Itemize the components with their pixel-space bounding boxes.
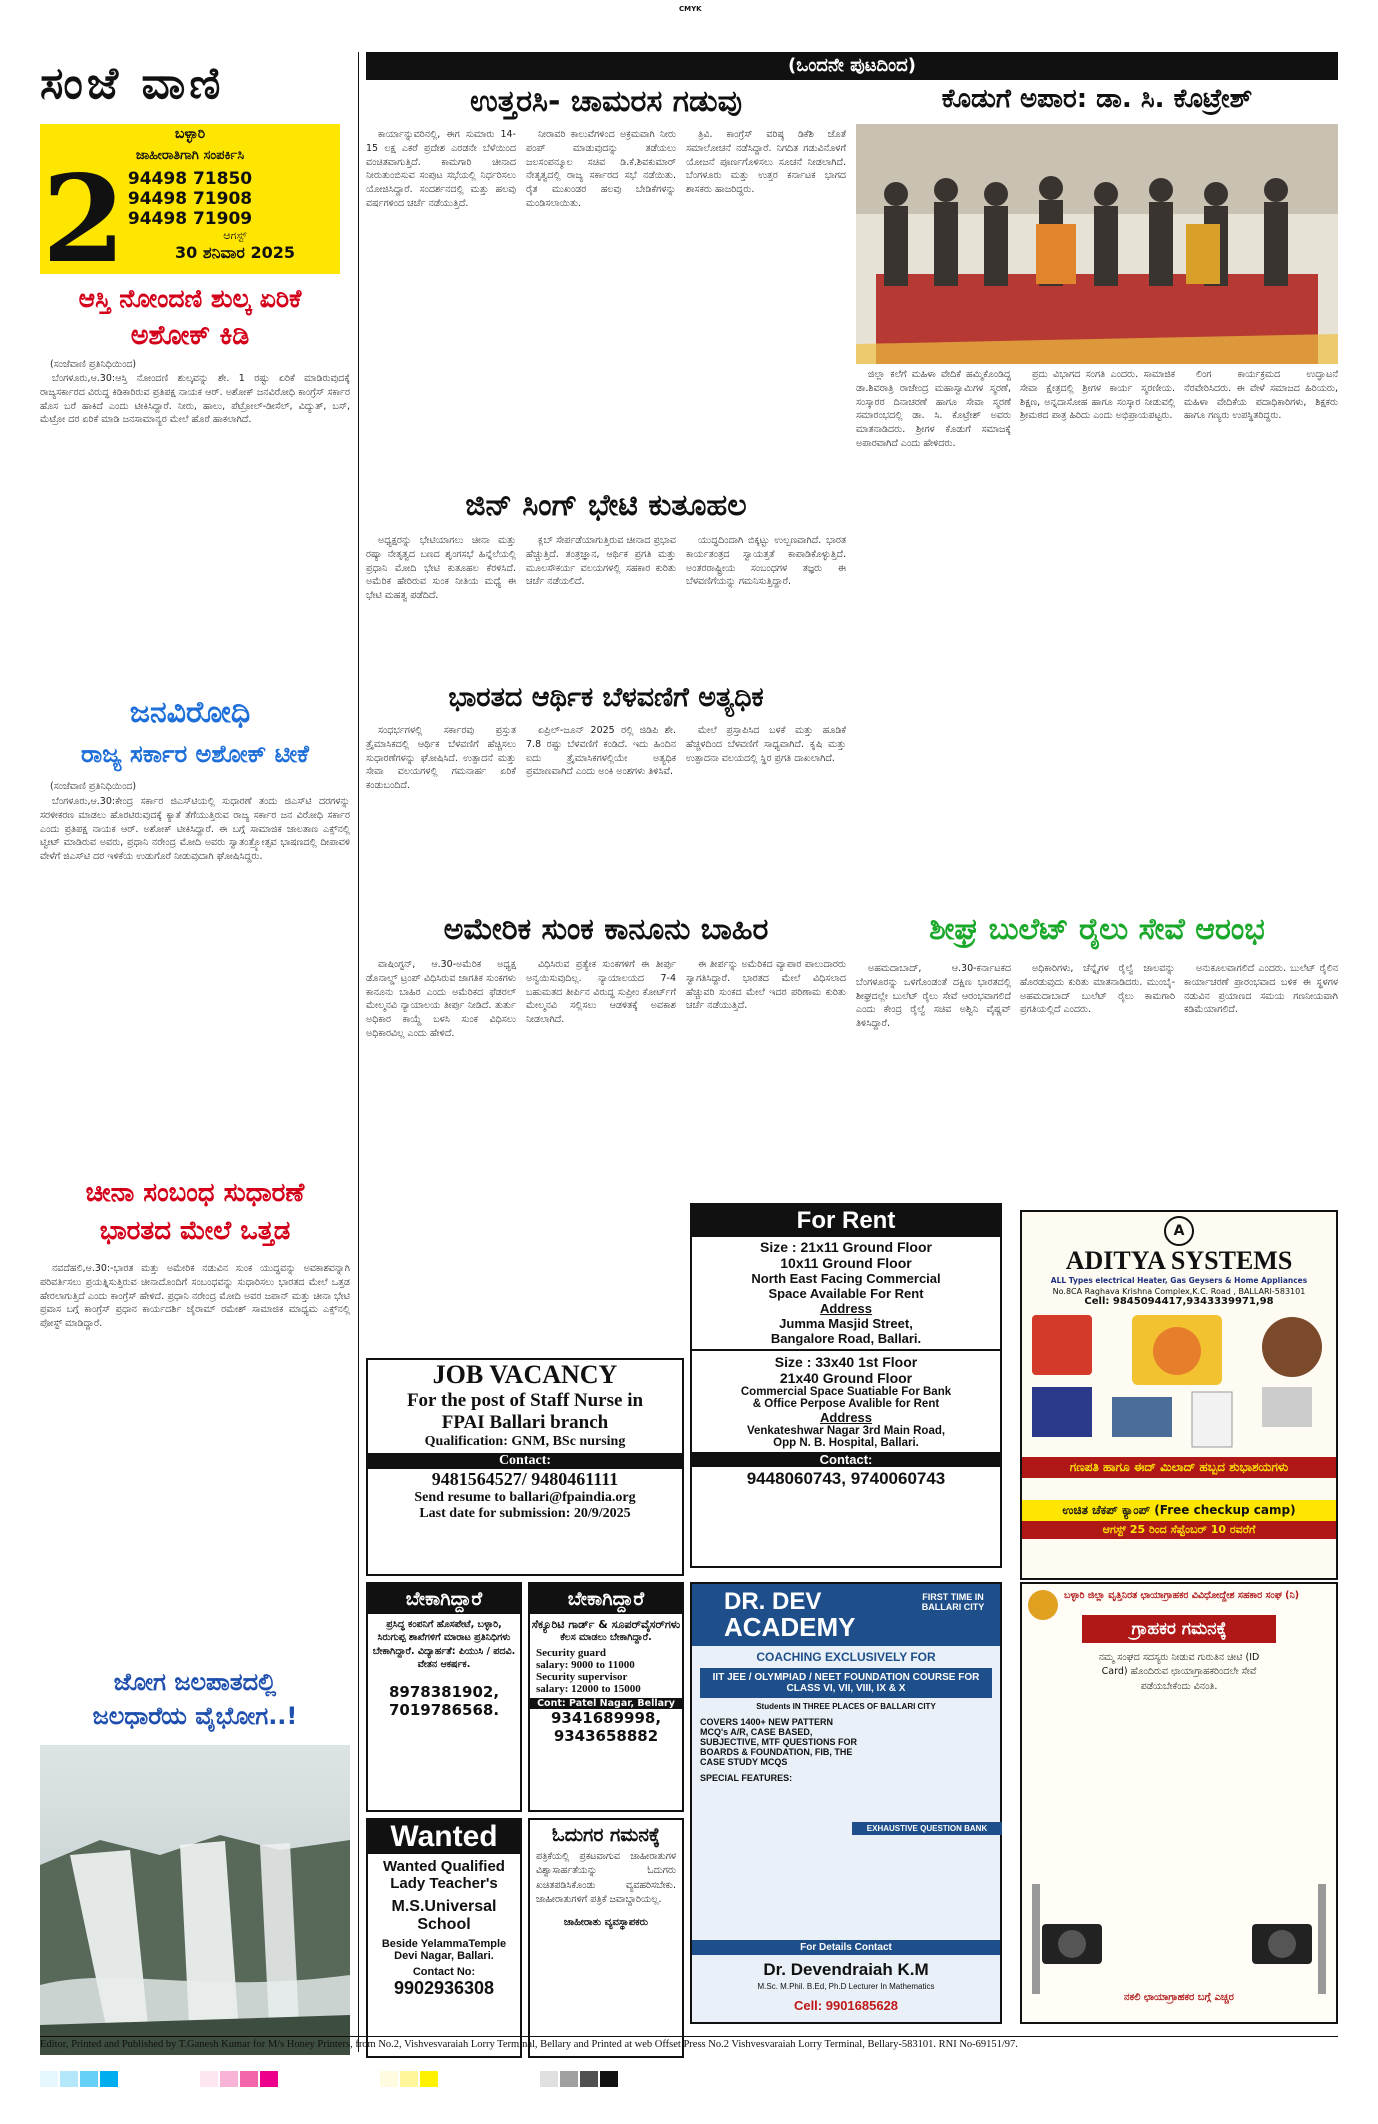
for-rent-line3: North East Facing Commercial: [751, 1271, 941, 1286]
ad-aditya-systems: [1020, 1210, 1338, 1580]
headline-bullet-train: ಶೀಘ್ರ ಬುಲೆಟ್ ರೈಲು ಸೇವೆ ಆರಂಭ: [929, 912, 1265, 947]
job-qualification: Qualification: GNM, BSc nursing: [424, 1434, 626, 1449]
ad-for-rent: [690, 1203, 1002, 1568]
dateline-1: (ಸಂಜೆವಾಣಿ ಪ್ರತಿನಿಧಿಯಿಂದ): [50, 359, 137, 370]
article-china-text: ನವದೆಹಲಿ,ಆ.30:-ಭಾರತ ಮತ್ತು ಅಮೇರಿಕ ನಡುವಿನ ಸುಂಕ ಯುದ್ಧವನ್ನು ಅವಕಾಶವನ್ನಾಗಿ ಪರಿವರ್ತಿಸಲು ಪ್ರಯತ್ನಿಸುತ್ತಿರುವ ಚೀನಾದೊಂದಿಗೆ ಸಂಬಂಧವನ್ನು ಸುಧಾರಿಸಲು ಭಾರತದ ಮೇಲೆ ಒತ್ತಡ ಹೇರಲಾಗುತ್ತಿದೆ ಎಂದು ಕಾಂಗ್ರೆಸ್ ಹೇಳಿದೆ. ಪ್ರಧಾನಿ ನರೇಂದ್ರ ಮೋದಿ ಅವರ ಜಪಾನ್ ಮತ್ತು ಚೀನಾ ಭೇಟಿ ಪ್ರವಾಸ ಬಗ್ಗೆ ಕಾಂಗ್ರೆಸ್ ಪ್ರಧಾನ ಕಾರ್ಯದರ್ಶಿ ಜೈರಾಮ್ ರಮೇಶ್ ಸಾಮಾಜಿಕ ಮಾಧ್ಯಮ ಎಕ್ಸ್‌ನಲ್ಲಿ ಪೋಸ್ಟ್ ಮಾಡಿದ್ದಾರೆ.: [40, 1263, 350, 1330]
aditya-greeting: ಗಣಪತಿ ಹಾಗೂ ಈದ್ ಮಿಲಾದ್ ಹಬ್ಬದ ಶುಭಾಶಯಗಳು: [1022, 1457, 1336, 1478]
camera-illustration: [1022, 1884, 1336, 2004]
kottresh-col2-text: ಪ್ರದು ವಿಭಾಗದ ಸಂಗತಿ ಎಂದರು. ಸಾಮಾಜಿಕ ಸೇವಾ ಕ್ಷೇತ್ರದಲ್ಲಿ ಶ್ರೀಗಳ ಕಾರ್ಯ ಸ್ಮರಣೀಯ. ಶಿಕ್ಷಣ, ಅನ್ನದಾಸೋಹ ಹಾಗೂ ಸಂಸ್ಕಾರ ನೀಡುವಲ್ಲಿ ಶ್ರೀಮಠದ ಪಾತ್ರ ಹಿರಿದು ಎಂದು ಅಭಿಪ್ರಾಯಪಟ್ಟರು.: [1020, 369, 1175, 422]
teacher-school1: M.S.Universal: [391, 1898, 497, 1915]
for-rent-line7: Commercial Space Suatiable For Bank: [740, 1386, 952, 1398]
notice-readers: [528, 1818, 684, 2058]
wanted-sales-title: ಬೇಕಾಗಿದ್ದಾರೆ: [368, 1584, 520, 1614]
uttarasi-col2: [526, 128, 676, 468]
uttarasi-col3: [686, 128, 846, 468]
color-bar-magenta-3: [240, 2071, 258, 2087]
headline-property-fee: ಆಸ್ತಿ ನೋಂದಣಿ ಶುಲ್ಕ ಏರಿಕೆ: [78, 284, 302, 313]
economy-col1: [366, 724, 516, 904]
jin-col1: [366, 534, 516, 674]
headline-ashok-fire: ಅಶೋಕ್ ಕಿಡಿ: [130, 320, 250, 351]
jin-col2-text: ಕ್ಲಬ್ ಸೇರ್ಪಡೆಯಾಗುತ್ತಿರುವ ಚೀನಾದ ಪ್ರಭಾವ ಹೆಚ್ಚುತ್ತಿದೆ. ತಂತ್ರಜ್ಞಾನ, ಆರ್ಥಿಕ ಪ್ರಗತಿ ಮತ್ತು ಮೂಲಸೌಕರ್ಯ ವಲಯಗಳಲ್ಲಿ ಸಹಕಾರ ಕುರಿತು ಚರ್ಚೆ ನಡೆಯಲಿದೆ.: [526, 535, 676, 588]
job-contact-label: Contact:: [368, 1453, 682, 1469]
for-rent-address1: Jumma Masjid Street,: [779, 1316, 913, 1331]
headline-janavirodhi: ಜನವಿರೋಧಿ: [129, 695, 251, 730]
wanted-sales-body: ಪ್ರಸಿದ್ಧ ಕಂಪನಿಗೆ ಹೊಸಪೇಟೆ, ಬಳ್ಳಾರಿ, ಸಿರುಗುಪ್ಪ ಶಾಖೆಗಳಿಗೆ ಮಾರಾಟ ಪ್ರತಿನಿಧಿಗಳು ಬೇಕಾಗಿದ್ದಾರೆ. ವಿದ್ಯಾರ್ಹತೆ: ಪಿಯುಸಿ / ಪದವಿ. ವೇತನ ಆಕರ್ಷಕ.: [372, 1619, 516, 1670]
aditya-camp: ಉಚಿತ ಚೆಕಪ್ ಕ್ಯಾಂಪ್ (Free checkup camp): [1022, 1500, 1336, 1521]
coop-footer: ನಕಲಿ ಛಾಯಾಗ್ರಾಹಕರ ಬಗ್ಗೆ ಎಚ್ಚರ: [1124, 1992, 1234, 2003]
color-bar-black-2: [560, 2071, 578, 2087]
kottresh-col3-text: ಲಿಂಗ ಕಾರ್ಯಕ್ರಮದ ಉದ್ಘಾಟನೆ ನೆರವೇರಿಸಿದರು. ಈ ವೇಳೆ ಸಮಾಜದ ಹಿರಿಯರು, ಮಹಿಳಾ ವೇದಿಕೆಯ ಪದಾಧಿಕಾರಿಗಳು, ಶಿಕ್ಷಕರು ಹಾಗೂ ಗಣ್ಯರು ಉಪಸ್ಥಿತರಿದ್ದರು.: [1184, 369, 1338, 422]
security-supervisor-label: Security supervisor: [536, 1671, 628, 1683]
aditya-brand: ADITYA SYSTEMS: [1065, 1246, 1293, 1275]
for-rent-line6: 21x40 Ground Floor: [779, 1370, 913, 1386]
jog-falls-illustration: [40, 1745, 350, 2055]
date-month: ಆಗಸ್ಟ್: [223, 229, 247, 242]
ad-dr-dev-academy: [690, 1582, 1002, 2024]
imprint-text: Editor, Printed and Published by T.Ganesh Kumar for M/s Honey Printers, from No.2, Vishvesvaraiah Lorry Terminal, Bellary and Printed at web Offset Press No.2 Vishvesvaraiah Lorry Terminal, Bellary-583101. RNI No-69151/97.: [40, 2039, 1018, 2050]
wanted-security-title: ಬೇಕಾಗಿದ್ದಾರೆ: [530, 1584, 682, 1614]
headline-jog-line1: ಜೋಗ ಜಲಪಾತದಲ್ಲಿ: [113, 1668, 277, 1696]
security-guard-label: Security guard: [536, 1647, 606, 1659]
notice-readers-title: ಓದುಗರ ಗಮನಕ್ಕೆ: [551, 1824, 661, 1846]
kottresh-col1: [856, 368, 1011, 916]
teacher-address1: Beside YelammaTemple: [381, 1938, 507, 1950]
coop-logo: [1028, 1590, 1058, 1620]
wanted-sales-phone1: 8978381902,: [388, 1683, 500, 1702]
phone-2: 94498 71908: [127, 189, 253, 209]
for-rent-contact-label: Contact:: [692, 1452, 1000, 1467]
color-bar-cyan-4: [100, 2071, 118, 2087]
uttarasi-col1: [366, 128, 516, 468]
job-phones: 9481564527/ 9480461111: [431, 1469, 619, 1489]
date-line: 30 ಶನಿವಾರ 2025: [175, 243, 295, 262]
wanted-security-phone2: 9343658882: [553, 1727, 659, 1745]
for-rent-address4: Opp N. B. Hospital, Ballari.: [773, 1437, 919, 1449]
coop-body: ನಮ್ಮ ಸಂಘದ ಸದಸ್ಯರು ನೀಡುವ ಗುರುತಿನ ಚೀಟಿ (ID Card) ಹೊಂದಿರುವ ಛಾಯಾಗ್ರಾಹಕರಿಂದಲೇ ಸೇವೆ ಪಡೆಯಬೇಕೆಂದು ವಿನಂತಿ.: [1098, 1652, 1260, 1692]
tariff-col1: [366, 958, 516, 1198]
for-rent-address-label2: Address: [819, 1410, 873, 1425]
kottresh-event-photo: [856, 124, 1338, 364]
ad-wanted-security: [528, 1582, 684, 1812]
headline-jin-singh: ಜಿನ್ ಸಿಂಗ್ ಭೇಟಿ ಕುತೂಹಲ: [465, 488, 747, 523]
academy-students: Students IN THREE PLACES OF BALLARI CITY: [756, 1702, 936, 1711]
jin-col1-text: ಅಧ್ಯಕ್ಷರನ್ನು ಭೇಟಿಯಾಗಲು ಚೀನಾ ಮತ್ತು ರಷ್ಯಾ ನೇತೃತ್ವದ ಬಣದ ಶೃಂಗಸಭೆ ಹಿನ್ನೆಲೆಯಲ್ಲಿ ಪ್ರಧಾನಿ ಮೋದಿ ಭೇಟಿ ಕುತೂಹಲ ಕೆರಳಿಸಿದೆ. ಅಮೆರಿಕ ಹೇರಿರುವ ಸುಂಕ ನೀತಿಯ ಮಧ್ಯೆ ಈ ಭೇಟಿ ಮಹತ್ವ ಪಡೆದಿದೆ.: [366, 535, 516, 602]
column-divider-left: [358, 52, 359, 2052]
ad-wanted-sales: [366, 1582, 522, 1812]
uttarasi-col1-text: ಕಾರ್ಯಾನ್ನುವರಿನಲ್ಲಿ, ಈಗ ಸುಮಾರು 14-15 ಲಕ್ಷ ಎಕರೆ ಪ್ರದೇಶ ಎರಡನೇ ಬೆಳೆಯಿಂದ ವಂಚಿತವಾಗುತ್ತಿದೆ. ಕಾಮಗಾರಿ ಚೀನಾದ ನೀರುತುಂಬಿಸುವ ಸಂಪುಟ ಸಭೆಯಲ್ಲಿ ನಿರ್ಧರಿಸಲು ಯೋಜಿಸಿದ್ದಾರೆ. ಸಂದರ್ಶನದಲ್ಲಿ ಮತ್ತು ಹಲವು ವರ್ಷಗಳಿಂದ ಚರ್ಚೆ ನಡೆಯುತ್ತಿದೆ.: [366, 129, 516, 209]
economy-col3-text: ಮೇಲೆ ಪ್ರಸ್ತಾಪಿಸಿದ ಬಳಕೆ ಮತ್ತು ಹೂಡಿಕೆ ಹೆಚ್ಚಳದಿಂದ ಬೆಳವಣಿಗೆ ಸಾಧ್ಯವಾಗಿದೆ. ಕೃಷಿ ಮತ್ತು ಉತ್ಪಾದನಾ ವಲಯದಲ್ಲಿ ಸ್ಥಿರ ಪ್ರಗತಿ ದಾಖಲಾಗಿದೆ.: [686, 725, 846, 764]
teacher-line2: Lady Teacher's: [390, 1875, 498, 1892]
bullet-col1: [856, 962, 1011, 1202]
article-china: [40, 1262, 350, 1662]
academy-courses: IIT JEE / OLYMPIAD / NEET FOUNDATION COURSE FOR CLASS VI, VII, VIII, IX & X: [700, 1668, 992, 1698]
job-title: JOB VACANCY: [432, 1360, 618, 1389]
for-rent-address2: Bangalore Road, Ballari.: [692, 1331, 1000, 1351]
headline-china-line2: ಭಾರತದ ಮೇಲೆ ಒತ್ತಡ: [99, 1216, 291, 1246]
for-rent-title: For Rent: [692, 1205, 1000, 1237]
color-bar-black-3: [580, 2071, 598, 2087]
continued-banner-label: (ಒಂದನೇ ಪುಟದಿಂದ): [788, 55, 916, 76]
for-rent-line8: & Office Perpose Avalible for Rent: [752, 1398, 940, 1410]
article-janavirodhi-text: ಬೆಂಗಳೂರು,ಆ.30:ಕೇಂದ್ರ ಸರ್ಕಾರ ಜಿಎಸ್‌ಟಿಯಲ್ಲಿ ಸುಧಾರಣೆ ತಂದು ಜಿಎಸ್‌ಟಿ ದರಗಳನ್ನು ಸರಳೀಕರಣ ಮಾಡಲು ಹೊರಟಿರುವುದಕ್ಕೆ ಕ್ಯಾತೆ ತೆಗೆಯುತ್ತಿರುವ ರಾಜ್ಯ ಸರ್ಕಾರ ಜನ ವಿರೋಧಿ ಸರ್ಕಾರ ಎಂದು ಪ್ರತಿಪಕ್ಷ ನಾಯಕ ಆರ್. ಅಶೋಕ್ ಟೀಕಿಸಿದ್ದಾರೆ. ಈ ಬಗ್ಗೆ ಸಾಮಾಜಿಕ ಜಾಲತಾಣ ಎಕ್ಸ್‌ನಲ್ಲಿ ಟ್ವೀಟ್ ಮಾಡಿರುವ ಅವರು, ಪ್ರಧಾನಿ ನರೇಂದ್ರ ಮೋದಿ ಅವರು ಸ್ವಾತಂತ್ರ್ಯೋತ್ಸವ ಭಾಷಣದಲ್ಲಿ ದೀಪಾವಳಿ ವೇಳೆಗೆ ಜಿಎಸ್‌ಟಿ ದರ ಇಳಿಕೆಯ ಉಡುಗೊರೆ ನೀಡುವುದಾಗಿ ಘೋಷಿಸಿದ್ದರು.: [40, 796, 350, 863]
teacher-line1: Wanted Qualified: [383, 1858, 505, 1875]
color-bar-cyan-1: [40, 2071, 58, 2087]
aditya-cell: Cell: 9845094417,9343339971,98: [1084, 1296, 1274, 1307]
for-rent-phones: 9448060743, 9740060743: [746, 1469, 946, 1488]
wanted-security-phone1: 9341689998,: [550, 1709, 662, 1727]
color-bar-yellow-3: [420, 2071, 438, 2087]
color-bar-cyan-2: [60, 2071, 78, 2087]
aditya-tagline: ALL Types electrical Heater, Gas Geysers & Home Appliances: [1050, 1276, 1308, 1285]
job-deadline: Last date for submission: 20/9/2025: [419, 1506, 631, 1521]
color-bar-magenta-1: [200, 2071, 218, 2087]
aditya-logo: A: [1164, 1216, 1194, 1246]
headline-economy: ಭಾರತದ ಆರ್ಥಿಕ ಬೆಳವಣಿಗೆ ಅತ್ಯಧಿಕ: [448, 682, 764, 713]
kottresh-col3: [1184, 368, 1338, 916]
phone-1: 94498 71850: [127, 169, 253, 189]
headline-jog-line2: ಜಲಧಾರೆಯ ವೈಭೋಗ..!: [92, 1702, 298, 1730]
job-line1: For the post of Staff Nurse in: [406, 1390, 644, 1411]
color-bar-yellow-1: [380, 2071, 398, 2087]
cmyk-mark: [679, 4, 702, 24]
for-rent-line2: 10x11 Ground Floor: [780, 1255, 912, 1271]
economy-col2-text: ಏಪ್ರಿಲ್-ಜೂನ್ 2025 ರಲ್ಲಿ ಜಿಡಿಪಿ ಶೇ. 7.8 ರಷ್ಟು ಬೆಳವಣಿಗೆ ಕಂಡಿದೆ. ಇದು ಹಿಂದಿನ ಐದು ತ್ರೈಮಾಸಿಕಗಳಲ್ಲಿಯೇ ಅತ್ಯಧಿಕ ಪ್ರಮಾಣವಾಗಿದೆ ಎಂದು ಅಂಕಿ ಅಂಶಗಳು ತಿಳಿಸಿವೆ.: [526, 725, 676, 778]
bullet-col3: [1184, 962, 1338, 1202]
teacher-title: Wanted: [368, 1820, 520, 1854]
academy-header: [692, 1584, 1000, 1646]
for-rent-line1: Size : 21x11 Ground Floor: [760, 1239, 932, 1255]
security-guard-salary: salary: 9000 to 11000: [536, 1659, 635, 1671]
coop-notice: ಗ್ರಾಹಕರ ಗಮನಕ್ಕೆ: [1082, 1615, 1276, 1643]
academy-covers: COVERS 1400+ NEW PATTERN MCQ's A/R, CASE BASED, SUBJECTIVE, MTF QUESTIONS FOR BOARDS & FOUNDATION, FIB, THE CASE STUDY MCQS: [700, 1717, 858, 1767]
academy-special: SPECIAL FEATURES:: [700, 1773, 793, 1783]
aditya-camp-date: ಆಗಸ್ಟ್ 25 ರಿಂದ ಸೆಪ್ಟೆಂಬರ್ 10 ರವರೆಗೆ: [1022, 1521, 1336, 1539]
kottresh-col2: [1020, 368, 1175, 916]
academy-doctor: Dr. Devendraiah K.M: [763, 1960, 929, 1979]
logo-text: ಸಂಜೆ ವಾಣಿ: [40, 58, 225, 109]
article-property-fee-text: ಬೆಂಗಳೂರು,ಆ.30:ಆಸ್ತಿ ನೋಂದಣಿ ಶುಲ್ಕವನ್ನು ಶೇ. 1 ರಷ್ಟು ಏರಿಕೆ ಮಾಡಿರುವುದಕ್ಕೆ ರಾಜ್ಯಸರ್ಕಾರದ ವಿರುದ್ಧ ಕಿಡಿಕಾರಿರುವ ಪ್ರತಿಪಕ್ಷ ನಾಯಕ ಆರ್. ಅಶೋಕ್ ಜನವಿರೋಧಿ ಕಾಂಗ್ರೆಸ್ ಸರ್ಕಾರ ಹೊಸ ಬರೆ ಹಾಕಿದೆ ಎಂದು ಟೀಕಿಸಿದ್ದಾರೆ. ನೀರು, ಹಾಲು, ಪೆಟ್ರೋಲ್-ಡೀಸೆಲ್, ವಿದ್ಯುತ್, ಬಸ್, ಮೆಟ್ರೋ ದರ ಏರಿಕೆ ಮಾಡಿ ಜನಸಾಮಾನ್ಯರ ಮೇಲೆ ಹೊರೆ ಹಾಕಲಾಗಿದೆ.: [40, 373, 350, 426]
tariff-col3-text: ಈ ತೀರ್ಪನ್ನು ಅಮೆರಿಕದ ವ್ಯಾಪಾರ ಪಾಲುದಾರರು ಸ್ವಾಗತಿಸಿದ್ದಾರೆ. ಭಾರತದ ಮೇಲೆ ವಿಧಿಸಲಾದ ಹೆಚ್ಚುವರಿ ಸುಂಕದ ಮೇಲೆ ಇದರ ಪರಿಣಾಮ ಕುರಿತು ಚರ್ಚೆ ನಡೆಯುತ್ತಿದೆ.: [686, 959, 846, 1012]
notice-readers-body: ಪತ್ರಿಕೆಯಲ್ಲಿ ಪ್ರಕಟವಾಗುವ ಜಾಹೀರಾತುಗಳ ವಿಶ್ವಾಸಾರ್ಹತೆಯನ್ನು ಓದುಗರು ಖಚಿತಪಡಿಸಿಕೊಂಡು ವ್ಯವಹರಿಸಬೇಕು. ಜಾಹೀರಾತುಗಳಿಗೆ ಪತ್ರಿಕೆ ಜವಾಬ್ದಾರಿಯಲ್ಲ.: [536, 1851, 676, 1905]
wanted-security-contact: Cont: Patel Nagar, Bellary: [530, 1698, 682, 1709]
teacher-address2: Devi Nagar, Ballari.: [394, 1950, 494, 1962]
phone-3: 94498 71909: [127, 209, 253, 229]
academy-cell: Cell: 9901685628: [793, 1998, 899, 2013]
academy-qualification: M.Sc. M.Phil. B.Ed, Ph.D Lecturer In Mathematics: [757, 1982, 935, 1991]
masthead-logo: [40, 52, 340, 122]
imprint-footer: [40, 2036, 1338, 2050]
academy-name1: DR. DEV: [724, 1588, 822, 1615]
wanted-sales-phone2: 7019786568.: [388, 1701, 500, 1720]
aditya-address: No.8CA Raghava Krishna Complex,K.C. Road , BALLARI-583101: [1052, 1287, 1306, 1296]
page-number: 2: [42, 149, 126, 290]
headline-china-line1: ಚೀನಾ ಸಂಬಂಧ ಸುಧಾರಣೆ: [85, 1178, 305, 1208]
coop-title: ಬಳ್ಳಾರಿ ಜಿಲ್ಲಾ ವೃತ್ತಿನಿರತ ಛಾಯಾಗ್ರಾಹಕರ ವಿವಿಧೋದ್ದೇಶ ಸಹಕಾರ ಸಂಘ (ನಿ): [1064, 1590, 1300, 1601]
economy-col1-text: ಸಂಧರ್ಭಗಳಲ್ಲಿ ಸರ್ಕಾರವು ಪ್ರಸ್ತುತ ತ್ರೈಮಾಸಿಕದಲ್ಲಿ ಆರ್ಥಿಕ ಬೆಳವಣಿಗೆ ಹೆಚ್ಚಿಸಲು ಸುಧಾರಣೆಗಳನ್ನು ಘೋಷಿಸಿದೆ. ಉತ್ಪಾದನೆ ಮತ್ತು ಸೇವಾ ವಲಯಗಳಲ್ಲಿ ಗಮನಾರ್ಹ ಏರಿಕೆ ಕಂಡುಬಂದಿದೆ.: [366, 725, 516, 792]
kottresh-col1-text: ಜಿಲ್ಲಾ ಕಲೆಗೆ ಮಹಿಳಾ ವೇದಿಕೆ ಹಮ್ಮಿಕೊಂಡಿದ್ದ ಡಾ.ಶಿವರಾತ್ರಿ ರಾಜೇಂದ್ರ ಮಹಾಸ್ವಾಮಿಗಳ ಸ್ಮರಣೆ, ಸಂಸ್ಕಾರರ ದಿನಾಚರಣೆ ಹಾಗೂ ಸೇವಾ ಸ್ಮರಣೆ ಸಮಾರಂಭದಲ್ಲಿ ಡಾ. ಸಿ. ಕೊಟ್ರೇಶ್ ಅವರು ಮಾತನಾಡಿದರು. ಶ್ರೀಗಳ ಕೊಡುಗೆ ಸಮಾಜಕ್ಕೆ ಅಪಾರವಾಗಿದೆ ಎಂದು ಹೇಳಿದರು.: [856, 369, 1011, 449]
article-janavirodhi: [40, 795, 350, 1170]
cmyk-label: CMYK: [679, 5, 702, 13]
economy-col3: [686, 724, 846, 904]
security-supervisor-salary: salary: 12000 to 15000: [536, 1683, 641, 1695]
teacher-contact-label: Contact No:: [412, 1966, 476, 1978]
teacher-phone: 9902936308: [393, 1978, 495, 1998]
for-rent-line5: Size : 33x40 1st Floor: [774, 1354, 918, 1370]
academy-badge: FIRST TIME IN BALLARI CITY: [921, 1592, 985, 1612]
ad-job-vacancy: [366, 1358, 684, 1576]
wanted-security-sub2: ಕೆಲಸ ಮಾಡಲು ಬೇಕಾಗಿದ್ದಾರೆ.: [560, 1632, 652, 1643]
uttarasi-col2-text: ನೀರಾವರಿ ಕಾಲುವೆಗಳಿಂದ ಅಕ್ರಮವಾಗಿ ನೀರು ಪಂಪ್ ಮಾಡುವುದನ್ನು ತಡೆಯಲು ಜಲಸಂಪನ್ಮೂಲ ಸಚಿವ ಡಿ.ಕೆ.ಶಿವಕುಮಾರ್ ನೇತೃತ್ವದಲ್ಲಿ ರಾಜ್ಯ ಸರ್ಕಾರದ ಸಭೆ ನಡೆಯಿತು. ರೈತ ಮುಖಂಡರ ಹಲವು ಬೇಡಿಕೆಗಳನ್ನು ಮಂಡಿಸಲಾಯಿತು.: [526, 129, 676, 209]
for-rent-line4: Space Available For Rent: [768, 1286, 924, 1301]
event-photo-illustration: [856, 124, 1338, 364]
jin-col3: [686, 534, 846, 674]
bullet-col3-text: ಅನುಕೂಲವಾಗಲಿದೆ ಎಂದರು. ಬುಲೆಟ್ ರೈಲಿನ ಕಾರ್ಯಾಚರಣೆ ಪ್ರಾರಂಭವಾದ ಬಳಿಕ ಈ ಸ್ಥಳಗಳ ನಡುವಿನ ಪ್ರಯಾಣದ ಸಮಯ ಗಣನೀಯವಾಗಿ ಕಡಿಮೆಯಾಗಲಿದೆ.: [1184, 963, 1338, 1016]
economy-col2: [526, 724, 676, 904]
color-bar-yellow-2: [400, 2071, 418, 2087]
for-rent-address-label: Address: [819, 1301, 873, 1316]
wanted-security-sub: ಸೆಕ್ಯೂರಿಟಿ ಗಾರ್ಡ್ & ಸೂಪರ್‌ವೈಸರ್‌ಗಳು: [531, 1618, 681, 1631]
headline-kottresh: ಕೊಡುಗೆ ಅಪಾರ: ಡಾ. ಸಿ. ಕೊಟ್ರೇಶ್: [941, 84, 1253, 114]
tariff-col2: [526, 958, 676, 1198]
job-email: Send resume to ballari@fpaindia.org: [414, 1490, 636, 1505]
headline-tariff: ಅಮೇರಿಕ ಸುಂಕ ಕಾನೂನು ಬಾಹಿರ: [443, 912, 769, 947]
color-bar-black-1: [540, 2071, 558, 2087]
notice-readers-sign: ಜಾಹೀರಾತು ವ್ಯವಸ್ಥಾಪಕರು: [563, 1917, 649, 1928]
teacher-school2: School: [417, 1916, 471, 1933]
job-line2: FPAI Ballari branch: [441, 1412, 609, 1433]
jin-col2: [526, 534, 676, 674]
tariff-col2-text: ವಿಧಿಸಿರುವ ಪ್ರತ್ಯೇಕ ಸುಂಕಗಳಿಗೆ ಈ ತೀರ್ಪು ಅನ್ವಯಿಸುವುದಿಲ್ಲ. ನ್ಯಾಯಾಲಯದ 7-4 ಬಹುಮತದ ತೀರ್ಪಿನ ವಿರುದ್ಧ ಸುಪ್ರೀಂ ಕೋರ್ಟ್‌ಗೆ ಮೇಲ್ಮನವಿ ಸಲ್ಲಿಸಲು ಆಡಳಿತಕ್ಕೆ ಅವಕಾಶ ನೀಡಲಾಗಿದೆ.: [526, 959, 676, 1026]
headline-rajya-sarkara: ರಾಜ್ಯ ಸರ್ಕಾರ ಅಶೋಕ್ ಟೀಕೆ: [81, 740, 309, 768]
uttarasi-col3-text: ತ್ರಿವಿ. ಕಾಂಗ್ರೆಸ್ ವರಿಷ್ಠ ಡಿಕೆಶಿ ಜೊತೆ ಸಮಾಲೋಚನೆ ನಡೆಸಿದ್ದಾರೆ. ನಿಗದಿತ ಗಡುವಿನೊಳಗೆ ಯೋಜನೆ ಪೂರ್ಣಗೊಳಿಸಲು ಸೂಚನೆ ನೀಡಲಾಗಿದೆ. ಬೆಂಗಳೂರು ಮತ್ತು ಉತ್ತರ ಕರ್ನಾಟಕ ಭಾಗದ ಶಾಸಕರು ಹಾಜರಿದ್ದರು.: [686, 129, 846, 196]
jin-col3-text: ಯುದ್ಧದಿಂದಾಗಿ ಬಿಕ್ಕಟ್ಟು ಉಲ್ಬಣವಾಗಿದೆ. ಭಾರತ ಕಾರ್ಯತಂತ್ರದ ಸ್ವಾಯತ್ತತೆ ಕಾಪಾಡಿಕೊಳ್ಳುತ್ತಿದೆ. ಅಂತರರಾಷ್ಟ್ರೀಯ ಸಂಬಂಧಗಳ ತಜ್ಞರು ಈ ಬೆಳವಣಿಗೆಯನ್ನು ಗಮನಿಸುತ್ತಿದ್ದಾರೆ.: [686, 535, 846, 588]
ad-wanted-teacher: [366, 1818, 522, 2058]
headline-uttarasi: ಉತ್ತರಸಿ- ಚಾಮರಸ ಗಡುವು: [469, 84, 743, 119]
tariff-col1-text: ವಾಷಿಂಗ್ಟನ್, ಆ.30-ಅಮೆರಿಕ ಅಧ್ಯಕ್ಷ ಡೊನಾಲ್ಡ್ ಟ್ರಂಪ್ ವಿಧಿಸಿರುವ ಜಾಗತಿಕ ಸುಂಕಗಳು ಕಾನೂನು ಬಾಹಿರ ಎಂದು ಅಮೆರಿಕದ ಫೆಡರಲ್ ಮೇಲ್ಮನವಿ ನ್ಯಾಯಾಲಯ ತೀರ್ಪು ನೀಡಿದೆ. ತುರ್ತು ಅಧಿಕಾರ ಕಾಯ್ದೆ ಬಳಸಿ ಸುಂಕ ವಿಧಿಸಲು ಅಧಿಕಾರವಿಲ್ಲ ಎಂದು ಹೇಳಿದೆ.: [366, 959, 516, 1039]
bullet-col2: [1020, 962, 1175, 1202]
continued-banner: [366, 52, 1338, 80]
dateline-2: (ಸಂಜೆವಾಣಿ ಪ್ರತಿನಿಧಿಯಿಂದ): [50, 781, 137, 792]
academy-name2: ACADEMY: [724, 1612, 856, 1642]
bullet-col1-text: ಅಹಮದಾಬಾದ್, ಆ.30-ಕರ್ನಾಟಕದ ಬೆಂಗಳೂರನ್ನು ಒಳಗೊಂಡಂತೆ ದಕ್ಷಿಣ ಭಾರತದಲ್ಲಿ ಶೀಘ್ರದಲ್ಲೇ ಬುಲೆಟ್ ರೈಲು ಸೇವೆ ಆರಂಭವಾಗಲಿದೆ ಎಂದು ಕೇಂದ್ರ ರೈಲ್ವೆ ಸಚಿವ ಅಶ್ವಿನಿ ವೈಷ್ಣವ್ ತಿಳಿಸಿದ್ದಾರೆ.: [856, 963, 1011, 1030]
color-bar-cyan-3: [80, 2071, 98, 2087]
tariff-col3: [686, 958, 846, 1198]
for-rent-address3: Venkateshwar Nagar 3rd Main Road,: [746, 1425, 946, 1437]
academy-details: For Details Contact: [692, 1940, 1000, 1955]
contact-title: ಜಾಹೀರಾತಿಗಾಗಿ ಸಂಪರ್ಕಿಸಿ: [135, 148, 245, 163]
academy-coaching: COACHING EXCLUSIVELY FOR: [756, 1650, 936, 1664]
ad-photographers-coop: [1020, 1582, 1338, 2024]
bullet-col2-text: ಅಧಿಕಾರಿಗಳು, ಚೆನ್ನೈಗಳ ರೈಲ್ವೆ ಜಾಲವನ್ನು ಹೊರಡುವುದು ಕುರಿತು ಮಾತನಾಡಿದರು. ಮುಂಬೈ-ಅಹಮದಾಬಾದ್ ಬುಲೆಟ್ ರೈಲು ಕಾಮಗಾರಿ ಪ್ರಗತಿಯಲ್ಲಿದೆ ಎಂದರು.: [1020, 963, 1175, 1016]
color-bar-magenta-4: [260, 2071, 278, 2087]
color-bar-magenta-2: [220, 2071, 238, 2087]
masthead-city: ಬಳ್ಳಾರಿ: [174, 126, 206, 142]
color-bar-black-4: [600, 2071, 618, 2087]
appliances-illustration: [1022, 1307, 1334, 1457]
jog-falls-photo: [40, 1745, 350, 2055]
article-property-fee: [40, 372, 350, 690]
academy-exhaustive: EXHAUSTIVE QUESTION BANK: [852, 1822, 1002, 1835]
